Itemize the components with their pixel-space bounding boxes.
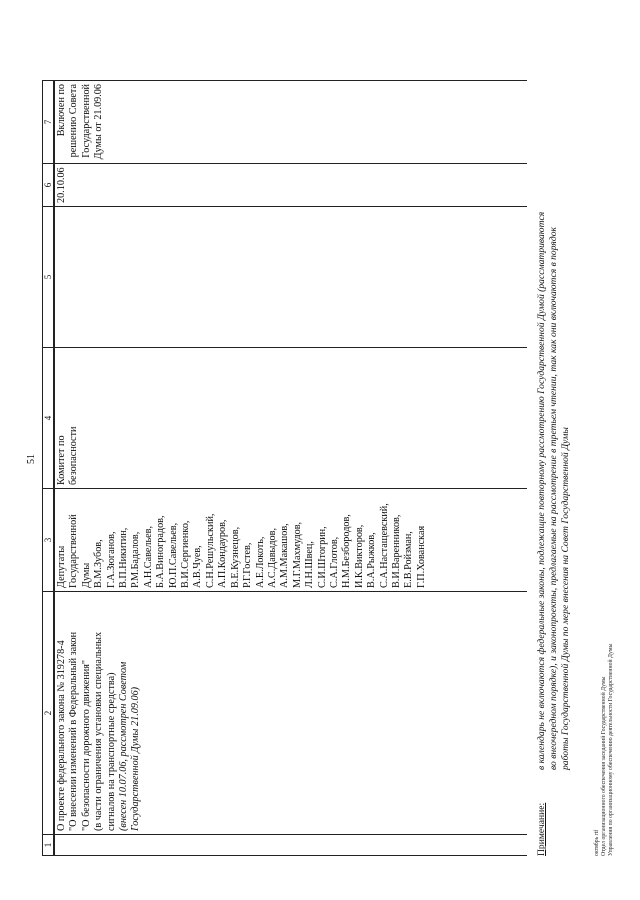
page-number: 51: [26, 454, 37, 464]
initiator-name: В.И.Сергиенко,: [180, 520, 192, 588]
initiator-name: Думы: [80, 562, 92, 588]
bill-status-note: [118, 595, 143, 831]
cell-number: [54, 835, 527, 856]
initiator-name: В.М.Зубов,: [93, 539, 105, 588]
decision-line: Думы от 21.09.06: [93, 84, 105, 160]
footer: [594, 644, 615, 856]
cell-decision: [54, 81, 527, 164]
header-row: [43, 81, 55, 856]
initiator-name: В.А.Рыжков,: [366, 532, 378, 588]
footer-line: октябрь rtf: [594, 829, 600, 856]
col-header-5: 5: [43, 207, 55, 348]
initiator-name: В.И.Варенников,: [390, 514, 402, 588]
initiator-name: Государственной: [68, 514, 80, 588]
decision-line: Включен по: [56, 84, 67, 137]
initiator-name: Б.А.Виноградов,: [155, 515, 167, 588]
initiator-name: Е.В.Ройзман,: [403, 531, 415, 588]
initiator-name: С.Н.Решульский,: [204, 513, 216, 588]
initiator-name: А.С.Давыдов,: [266, 527, 278, 588]
initiator-name: Ю.П.Савельев,: [167, 522, 179, 588]
initiator-name: С.И.Штогрин,: [316, 526, 328, 588]
initiator-name: Н.М.Безбородов,: [341, 514, 353, 588]
bill-title-line: сигналов на транспортные средства): [105, 672, 117, 831]
initiator-name: Г.П.Хованская: [415, 525, 427, 588]
date-line: 20.10.06: [56, 167, 67, 203]
note-text: [536, 170, 572, 770]
col-header-6: 6: [43, 164, 55, 207]
bill-title-line: О проекте федерального закона № 319278-4: [56, 640, 67, 831]
initiator-name: Г.А.Зюганов,: [105, 531, 117, 588]
col-header-3: 3: [43, 489, 55, 592]
committee-line: Комитет по: [56, 435, 67, 485]
initiator-name: В.Е.Кузнецов,: [229, 526, 241, 588]
bill-title-line: "О безопасности дорожного движения": [80, 659, 92, 831]
cell-initiators: [54, 489, 527, 592]
initiator-name: И.К.Викторов,: [353, 524, 365, 588]
initiator-name: М.Г.Махмудов,: [291, 521, 303, 588]
cell-bill-title: [54, 592, 527, 835]
bill-status-line: Государственной Думы 21.09.06): [130, 686, 142, 831]
decision-line: решению Совета: [68, 84, 80, 158]
date: [56, 167, 68, 203]
initiator-name: А.В.Чуев,: [192, 545, 204, 588]
initiator-name: С.А.Настащевский,: [378, 503, 390, 588]
initiators-list: [56, 492, 428, 588]
note-line: во внеочередном порядке), и законопроекты, предлагаемые на рассмотрение в третьем чтении, так как они включаются в порядок: [548, 226, 559, 770]
initiator-name: А.Е.Локоть,: [254, 536, 266, 588]
col-header-2: 2: [43, 592, 55, 835]
cell-empty: [54, 207, 527, 348]
initiator-name: Л.Н.Швец,: [304, 541, 316, 588]
initiator-name: Р.Г.Гостев,: [242, 542, 254, 588]
footer-line: Отдел организационного обеспечения заседаний Государственной Думы: [601, 676, 607, 856]
bill-title-line: "О внесении изменений в Федеральный закон: [68, 631, 80, 831]
initiator-name: А.Н.Савельев,: [142, 525, 154, 588]
initiator-name: Депутаты: [56, 545, 67, 588]
col-header-4: 4: [43, 348, 55, 489]
cell-committee: [54, 348, 527, 489]
bill-status-line: (внесен 10.07.06, рассмотрен Советом: [118, 661, 130, 831]
cell-date: [54, 164, 527, 207]
table-row: [54, 81, 527, 856]
bill-title: [56, 595, 118, 831]
calendar-table: [42, 80, 527, 856]
col-header-1: 1: [43, 835, 55, 856]
col-header-7: 7: [43, 81, 55, 164]
committee-line: безопасности: [68, 426, 80, 485]
initiator-name: Р.М.Бадалов,: [130, 531, 142, 588]
bill-title-line: (в части ограничения установки специальных: [93, 631, 105, 831]
note-label: Примечание:: [536, 802, 547, 856]
footer-line: Управления по организационному обеспечению деятельности Государственной Думы: [608, 643, 614, 856]
decision-line: Государственной: [80, 84, 92, 158]
initiator-name: А.П.Кондауров,: [217, 519, 229, 588]
note-line: работы Государственной Думы по мере внесения на Совет Государственной Думы: [560, 427, 571, 770]
initiator-name: С.А.Глотов,: [328, 536, 340, 588]
committee: [56, 351, 81, 485]
decision: [56, 84, 106, 160]
note-line: в календарь не включаются федеральные законы, подлежащие повторному рассмотрению Государственной Думой (рассматриваются: [536, 211, 547, 770]
initiator-name: А.М.Макашов,: [279, 523, 291, 588]
initiator-name: В.П.Никитин,: [118, 527, 130, 588]
